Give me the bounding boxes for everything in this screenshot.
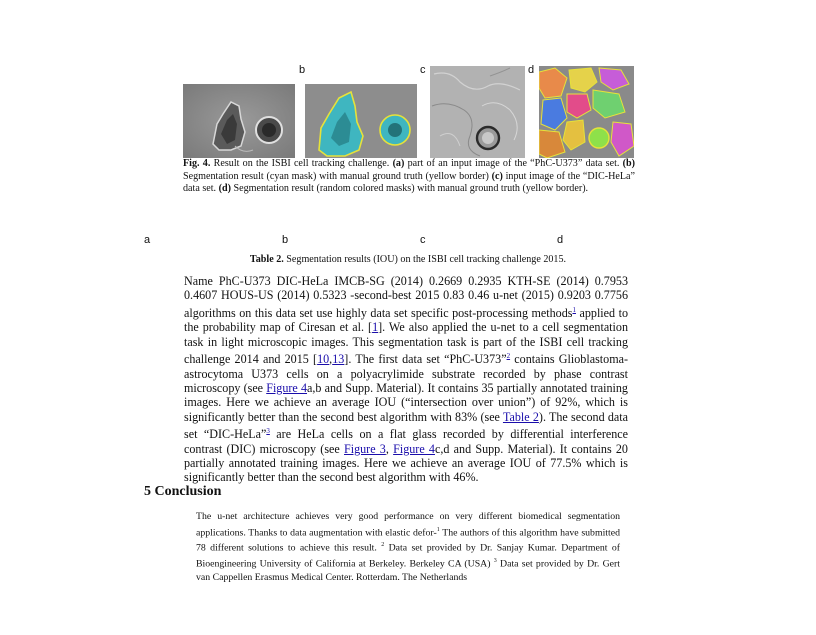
table-label: Table 2. — [249, 254, 284, 265]
table-caption-text: Segmentation results (IOU) on the ISBI cell tracking challenge 2015. — [283, 254, 567, 265]
footnote-link-2[interactable]: 2 — [506, 352, 511, 361]
caption-c: (c) — [491, 170, 503, 182]
panel-label-b: b — [299, 64, 306, 76]
figure-panel-b-image — [305, 84, 417, 158]
panel-label-d: d — [528, 64, 535, 76]
footnote-marker-3: 3 — [493, 558, 497, 565]
table-letter-b: b — [282, 234, 289, 246]
caption-text: Segmentation result (cyan mask) with manual ground truth (yellow border) — [183, 170, 492, 182]
body-text: contains Glioblastoma-astrocytoma U373 cells on a polyacrylimide substrate recorded by phase contrast microscopy (see — [184, 352, 628, 395]
body-text: , — [329, 352, 333, 367]
table-caption — [0, 254, 816, 265]
body-text: , — [385, 441, 394, 456]
body-text: c,d and Supp. Material). It contains 20 partially annotated training images. Here we achieve an average IOU of 77.5% which is significantly better than the second best algorithm with 46%. — [184, 441, 628, 485]
figure-panel-c-image — [430, 66, 525, 158]
figure-3-link[interactable]: Figure 3 — [344, 441, 386, 456]
body-text: ). The second data set “DIC-HeLa” — [184, 409, 628, 442]
caption-b: (b) — [622, 158, 635, 169]
body-text: ]. We also applied the u-net to a cell segmentation task in light microscopic images. This segmentation task is part of the ISBI cell tracking challenge 2014 and 2015 [ — [184, 320, 628, 367]
caption-text: Segmentation result (random colored masks) with manual ground truth (yellow border). — [230, 183, 589, 195]
figure-4-link[interactable]: Figure 4 — [266, 380, 308, 395]
figure-caption — [183, 158, 635, 196]
footnote-link-3[interactable]: 3 — [266, 427, 270, 436]
citation-link-10[interactable]: 10 — [317, 352, 330, 367]
caption-d: (d) — [218, 183, 231, 195]
body-text: a,b and Supp. Material). It contains 35 partially annotated training images. Here we achieve an average IOU (“intersection over union”) of 92%, which is significantly better than the second best algorithm with 83% (see — [184, 380, 628, 424]
caption-text: part of an input image of the “PhC-U373” data set. — [404, 158, 623, 169]
footnote-marker-1: 1 — [436, 526, 440, 533]
citation-link-13[interactable]: 13 — [332, 352, 345, 367]
table-letter-a: a — [144, 234, 151, 246]
body-text: applied to the probability map of Ciresan et al. [ — [184, 305, 628, 335]
footnote-link-1[interactable]: 1 — [572, 305, 576, 314]
body-text: are HeLa cells on a flat glass recorded by differential interference contrast (DIC) microscopy (see — [184, 427, 629, 456]
caption-a: (a) — [392, 158, 405, 169]
citation-link-1[interactable]: 1 — [372, 320, 379, 335]
footnote-text: Data set provided by Dr. Sanjay Kumar. Department of Bioengineering University of California at Berkeley. Berkeley CA (USA) — [196, 542, 620, 570]
figure-panel-a-image — [183, 84, 295, 158]
table-letter-d: d — [557, 234, 564, 246]
caption-text: input image of the “DIC-HeLa” data set. — [183, 170, 635, 195]
body-text: Name PhC-U373 DIC-HeLa IMCB-SG (2014) 0.2669 0.2935 KTH-SE (2014) 0.7953 0.4607 HOUS-US (2014) 0.5323 -second-best 2015 0.83 0.46 u-net (2015) 0.9203 0.7756 algorithms on this data set use highly data set specific post-processing methods — [184, 274, 628, 320]
body-text: ]. The first data set “PhC-U373” — [344, 352, 507, 367]
conclusion-footnotes — [196, 510, 620, 585]
panel-label-c: c — [420, 64, 426, 76]
body-paragraph — [184, 274, 628, 485]
figure-4-link[interactable]: Figure 4 — [393, 441, 435, 456]
figure-panel-d-image — [539, 66, 634, 158]
table-letter-c: c — [420, 234, 426, 246]
figure-label: Fig. 4. — [183, 158, 211, 169]
footnote-marker-2: 2 — [381, 542, 385, 549]
section-title: 5 Conclusion — [144, 484, 222, 499]
footnote-text: The authors of this algorithm have submitted 78 different solutions to achieve this result. — [196, 526, 620, 554]
footnote-text: The u-net architecture achieves very good performance on very different biomedical segmentation applications. Thanks to data augmentation with elastic defor- — [196, 511, 620, 538]
caption-text: Result on the ISBI cell tracking challenge. — [210, 158, 393, 169]
footnote-text: Data set provided by Dr. Gert van Cappellen Erasmus Medical Center. Rotterdam. The Netherlands — [196, 558, 620, 584]
table-2-link[interactable]: Table 2 — [502, 409, 539, 424]
